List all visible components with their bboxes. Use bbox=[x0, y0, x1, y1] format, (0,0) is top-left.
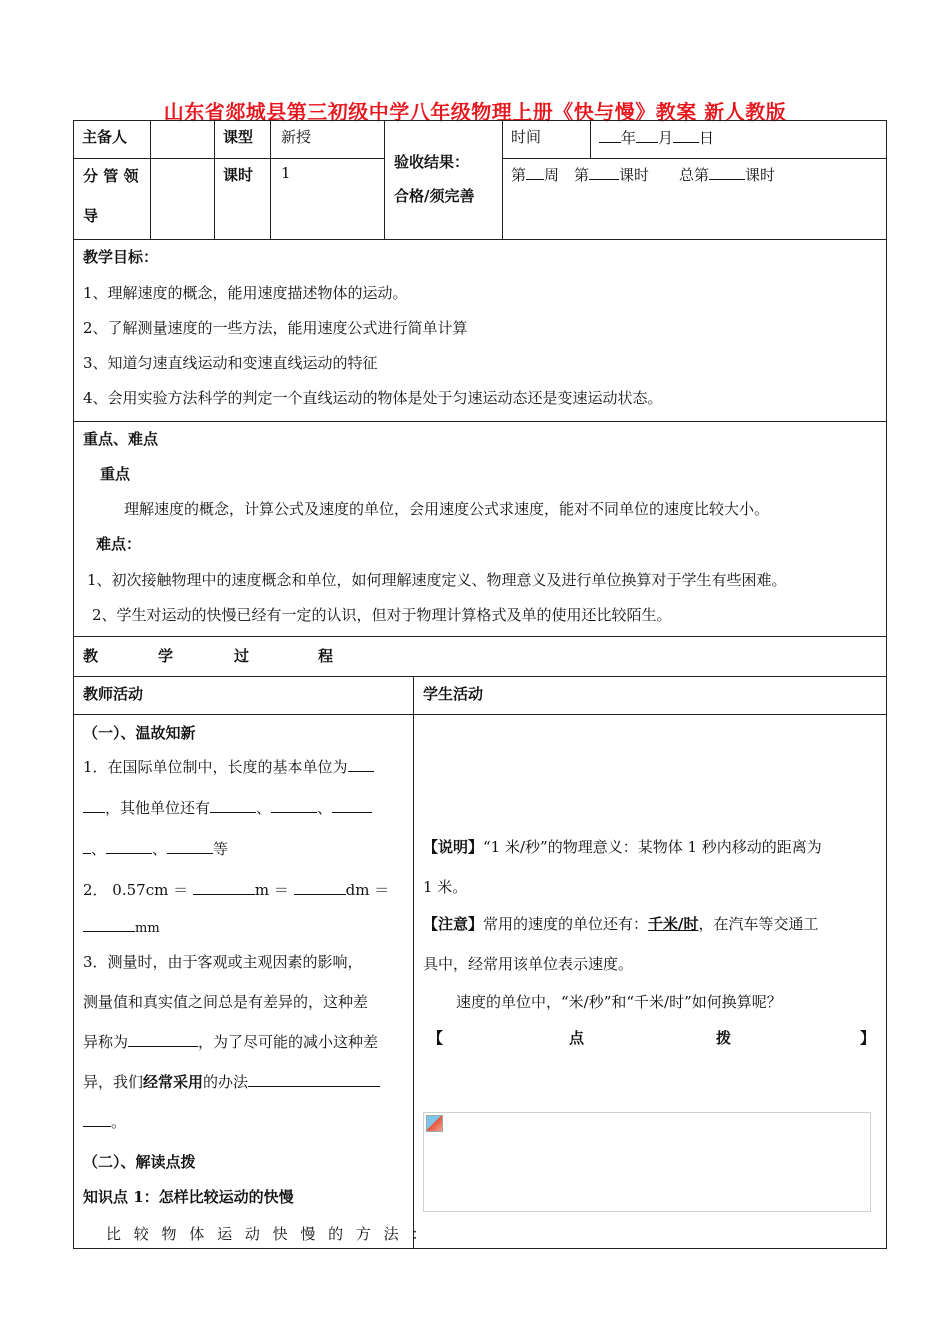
zhongdian-text: 理解速度的概念，计算公式及速度的单位，会用速度公式求速度，能对不同单位的速度比较大小。 bbox=[124, 500, 770, 518]
student-activity-head: 学生活动 bbox=[414, 677, 887, 715]
zhongdian-label: 重点 bbox=[100, 465, 131, 483]
header-zhubeiren-value bbox=[151, 121, 215, 159]
nandian-label: 难点： bbox=[96, 535, 142, 553]
document-title: 山东省郯城县第三初级中学八年级物理上册《快与慢》教案 新人教版 bbox=[163, 100, 787, 124]
header-kexing-value: 新授 bbox=[271, 121, 385, 159]
header-kexing-label: 课型 bbox=[215, 121, 271, 159]
goal-item: 1、理解速度的概念，能用速度描述物体的运动。 bbox=[83, 284, 408, 302]
nandian-item: 1、初次接触物理中的速度概念和单位，如何理解速度定义、物理意义及进行单位换算对于学生有些困难。 bbox=[87, 571, 787, 589]
header-week: 第 周 第 课时 总第 课时 bbox=[503, 159, 887, 240]
goals-section bbox=[74, 240, 887, 422]
header-yanshou: 验收结果： 合格/须完善 bbox=[385, 121, 503, 240]
teacher-activity: （一）、温故知新 1．在国际单位制中，长度的基本单位为 ，其他单位还有 、 、 、 、 等 2． 0.57cm ＝ m ＝ dm ＝ mm 3．测量时，由于客观或主观因素的影响， 测量值和真实值之间总是有差异的，这种差 异称为 ，为了尽可能的减小这种差 异，我们经常采用的办法 。 （二）、解读点拨 知识点 1：怎样比较运动的快慢 比 较 物 体 运 动 快 慢 的 方 法 ： bbox=[74, 715, 414, 1249]
header-date: 年 月 日 bbox=[591, 121, 887, 159]
header-fenguan-value bbox=[151, 159, 215, 240]
goal-item: 2、了解测量速度的一些方法，能用速度公式进行简单计算 bbox=[83, 319, 468, 337]
teacher-activity-head: 教师活动 bbox=[74, 677, 414, 715]
main-table bbox=[73, 239, 887, 1249]
broken-image-icon bbox=[426, 1115, 443, 1132]
header-keshi-label: 课时 bbox=[215, 159, 271, 240]
header-time-label: 时间 bbox=[503, 121, 591, 159]
header-table bbox=[73, 120, 887, 240]
process-heading: 教 学 过 程 bbox=[74, 637, 887, 677]
goal-item: 4、会用实验方法科学的判定一个直线运动的物体是处于匀速运动态还是变速运动状态。 bbox=[83, 389, 663, 407]
header-fenguan: 分 管 领 导 bbox=[74, 159, 151, 240]
nandian-item: 2、学生对运动的快慢已经有一定的认识，但对于物理计算格式及单的使用还比较陌生。 bbox=[92, 606, 672, 624]
keypoints-section bbox=[74, 422, 887, 637]
goal-item: 3、知道匀速直线运动和变速直线运动的特征 bbox=[83, 354, 378, 372]
goals-heading: 教学目标： bbox=[83, 248, 159, 266]
image-placeholder bbox=[423, 1112, 871, 1212]
keypoints-heading: 重点、难点 bbox=[83, 430, 159, 448]
header-zhubeiren: 主备人 bbox=[74, 121, 151, 159]
student-activity: 【说明】“1 米/秒”的物理意义：某物体 1 秒内移动的距离为 1 米。 【注意】常用的速度的单位还有：千米/时，在汽车等交通工 具中，经常用该单位表示速度。 速度的单位中，“米/秒”和“千米/时”如何换算呢？ 【 点 拨 】 bbox=[414, 715, 887, 1249]
header-keshi-value: 1 bbox=[271, 159, 385, 240]
